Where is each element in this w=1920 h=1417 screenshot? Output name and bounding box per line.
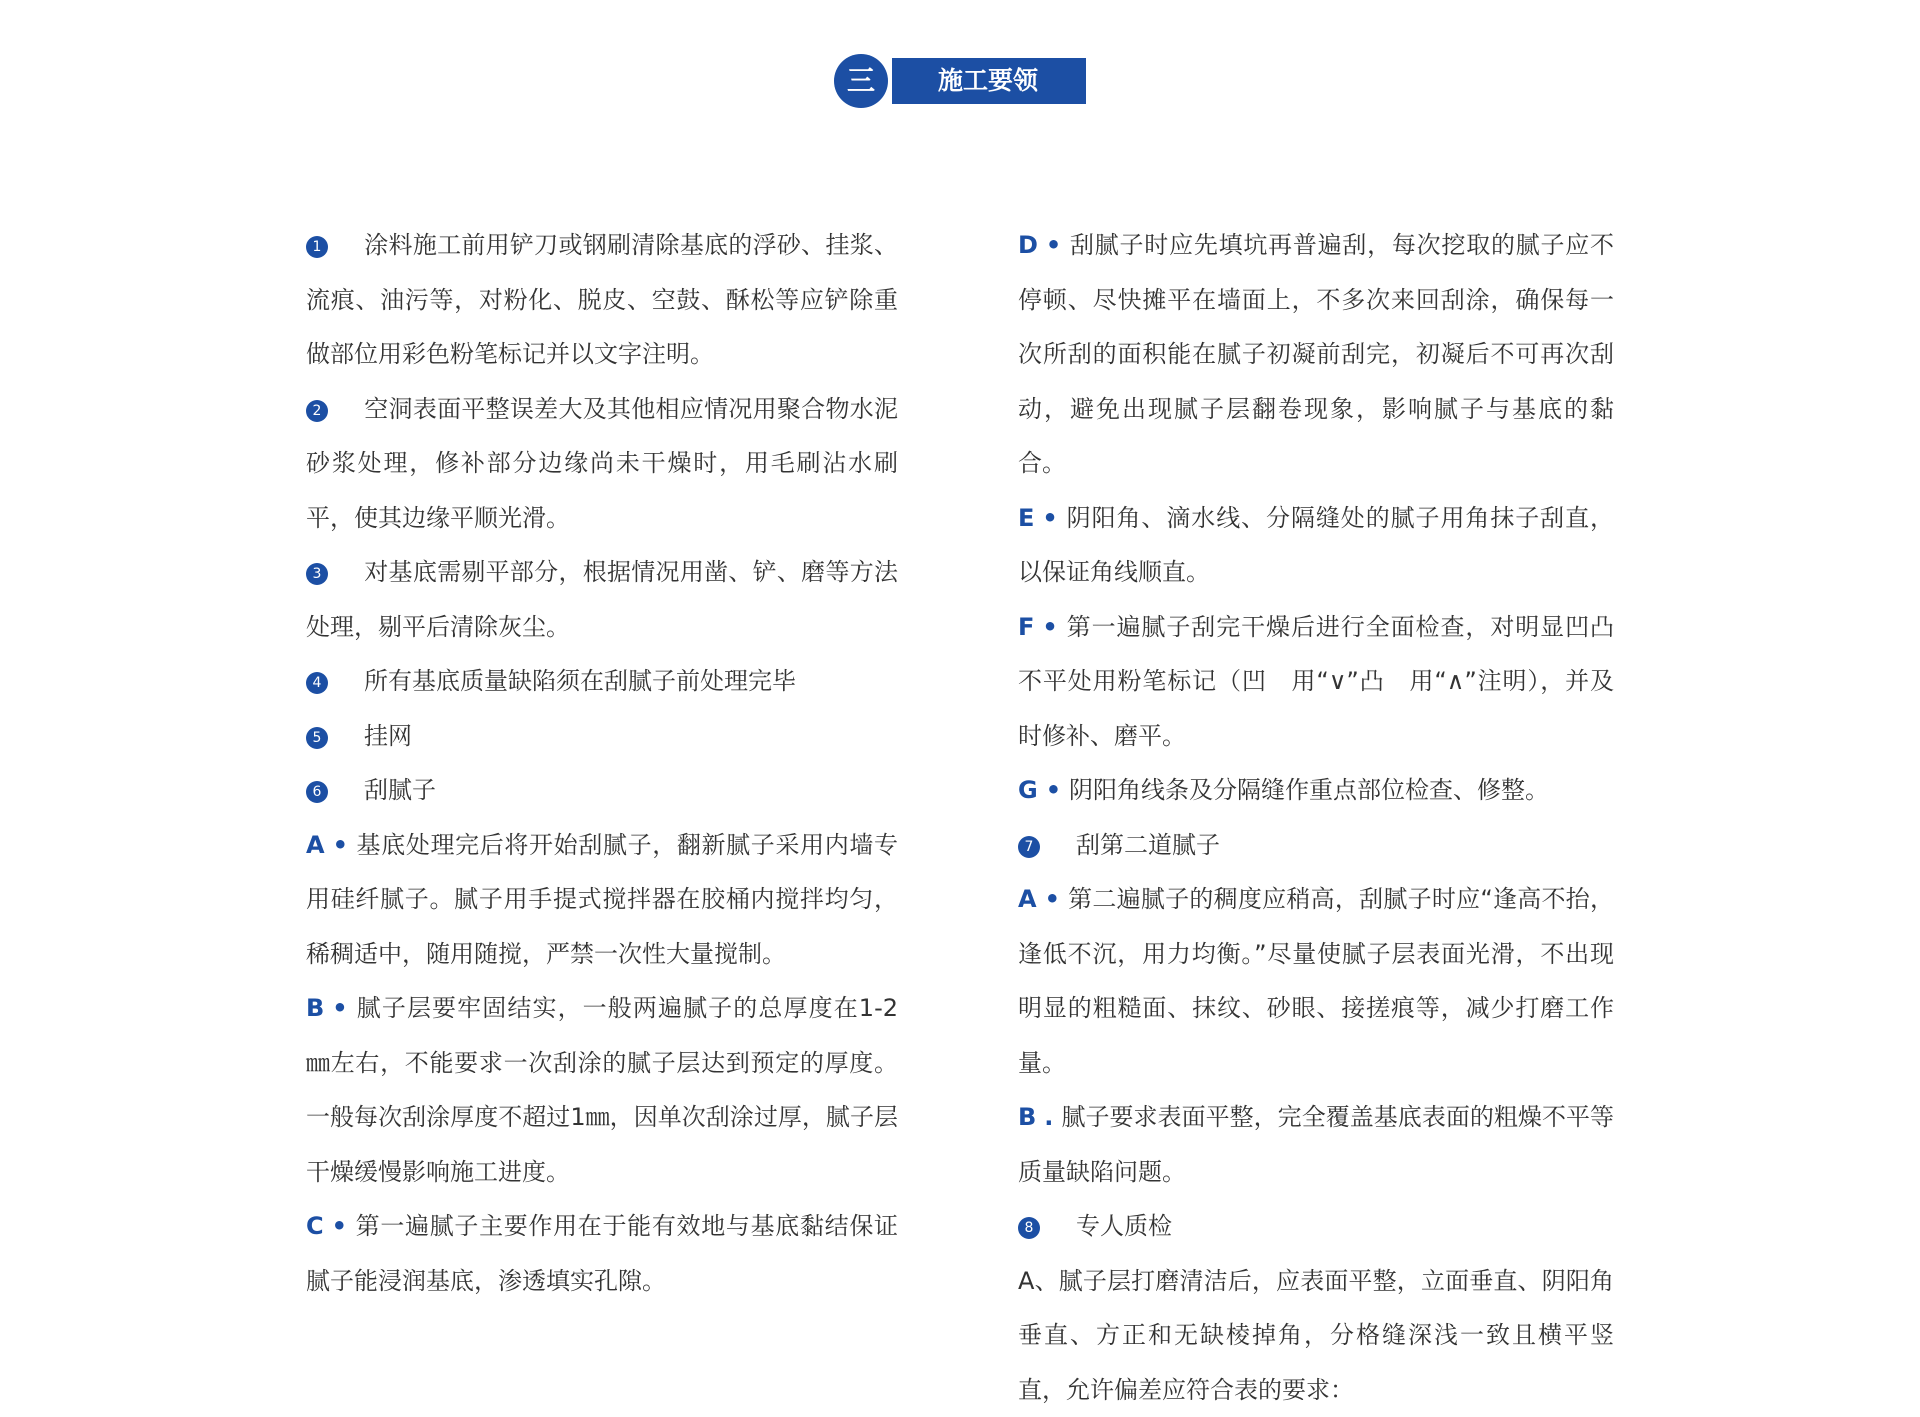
substep-dot: • [332,994,347,1022]
section-title: 施工要领 [894,58,1082,104]
substep-dot: • [1046,231,1061,259]
substep-letter: B [306,994,324,1022]
step-item-5 [306,709,898,764]
step-item-7 [1018,818,1614,873]
section-header [834,54,1086,108]
substep-dot: . [1044,1103,1053,1131]
substep-text: 第一遍腻子主要作用在于能有效地与基底黏结保证腻子能浸润基底，渗透填实孔隙。 [306,1212,898,1295]
step-number-badge: 7 [1018,836,1040,858]
step-number-badge: 1 [306,236,328,258]
substep-dot: • [1042,504,1057,532]
step-text: 所有基底质量缺陷须在刮腻子前处理完毕 [364,667,796,695]
substep-a-second [1018,872,1614,1090]
substep-letter: G [1018,776,1038,804]
substep-dot: • [1046,776,1061,804]
substep-letter: D [1018,231,1038,259]
step-text: 刮第二道腻子 [1076,831,1220,859]
step-text: 空洞表面平整误差大及其他相应情况用聚合物水泥砂浆处理，修补部分边缘尚未干燥时，用毛刷沾水刷平，使其边缘平顺光滑。 [306,395,898,532]
step-number-badge: 5 [306,727,328,749]
substep-c [306,1199,898,1308]
substep-text: 刮腻子时应先填坑再普遍刮，每次挖取的腻子应不停顿、尽快摊平在墙面上，不多次来回刮涂，确保每一次所刮的面积能在腻子初凝前刮完，初凝后不可再次刮动，避免出现腻子层翻卷现象，影响腻子与基底的黏合。 [1018,231,1614,477]
substep-g [1018,763,1614,818]
step-item-2 [306,382,898,546]
substep-text: 腻子层要牢固结实，一般两遍腻子的总厚度在1-2 ㎜左右，不能要求一次刮涂的腻子层达到预定的厚度。一般每次刮涂厚度不超过1㎜，因单次刮涂过厚，腻子层干燥缓慢影响施工进度。 [306,994,898,1186]
substep-b [306,981,898,1199]
section-number: 三 [834,54,888,108]
left-column [306,218,898,1308]
step-text: 涂料施工前用铲刀或钢刷清除基底的浮砂、挂浆、流痕、油污等，对粉化、脱皮、空鼓、酥松等应铲除重做部位用彩色粉笔标记并以文字注明。 [306,231,898,368]
step-text: 挂网 [364,722,412,750]
step-number-badge: 2 [306,400,328,422]
substep-b-second [1018,1090,1614,1199]
substep-f [1018,600,1614,764]
substep-dot: • [1045,885,1060,913]
substep-letter: C [306,1212,324,1240]
substep-text: 阴阳角、滴水线、分隔缝处的腻子用角抹子刮直，以保证角线顺直。 [1018,504,1614,587]
step-number-badge: 6 [306,781,328,803]
step-number-badge: 8 [1018,1217,1040,1239]
substep-a [306,818,898,982]
final-paragraph: A、腻子层打磨清洁后，应表面平整，立面垂直、阴阳角垂直、方正和无缺棱掉角，分格缝深浅一致且横平竖直，允许偏差应符合表的要求： [1018,1254,1614,1417]
substep-text: 阴阳角线条及分隔缝作重点部位检查、修整。 [1069,776,1549,804]
substep-text: 腻子要求表面平整，完全覆盖基底表面的粗燥不平等质量缺陷问题。 [1018,1103,1614,1186]
step-text: 刮腻子 [364,776,436,804]
substep-letter: A [1018,885,1037,913]
substep-dot: • [333,831,348,859]
step-item-4 [306,654,898,709]
substep-letter: A [306,831,325,859]
right-column [1018,218,1614,1417]
step-text: 专人质检 [1076,1212,1172,1240]
substep-text: 第二遍腻子的稠度应稍高，刮腻子时应“逢高不抬，逢低不沉，用力均衡。”尽量使腻子层表面光滑，不出现明显的粗糙面、抹纹、砂眼、接搓痕等，减少打磨工作量。 [1018,885,1614,1077]
substep-text: 基底处理完后将开始刮腻子，翻新腻子采用内墙专用硅纤腻子。腻子用手提式搅拌器在胶桶内搅拌均匀，稀稠适中，随用随搅，严禁一次性大量搅制。 [306,831,898,968]
substep-letter: B [1018,1103,1036,1131]
substep-text: 第一遍腻子刮完干燥后进行全面检查，对明显凹凸不平处用粉笔标记（凹 用“∨”凸 用“∧”注明），并及时修补、磨平。 [1018,613,1614,750]
substep-e [1018,491,1614,600]
step-item-1 [306,218,898,382]
step-number-badge: 4 [306,672,328,694]
substep-dot: • [332,1212,347,1240]
substep-d [1018,218,1614,491]
substep-letter: F [1018,613,1034,641]
step-item-6 [306,763,898,818]
step-text: 对基底需剔平部分，根据情况用凿、铲、磨等方法处理，剔平后清除灰尘。 [306,558,898,641]
substep-dot: • [1042,613,1057,641]
step-item-3 [306,545,898,654]
step-item-8 [1018,1199,1614,1254]
substep-letter: E [1018,504,1034,532]
section-number-badge [834,54,888,108]
step-number-badge: 3 [306,563,328,585]
